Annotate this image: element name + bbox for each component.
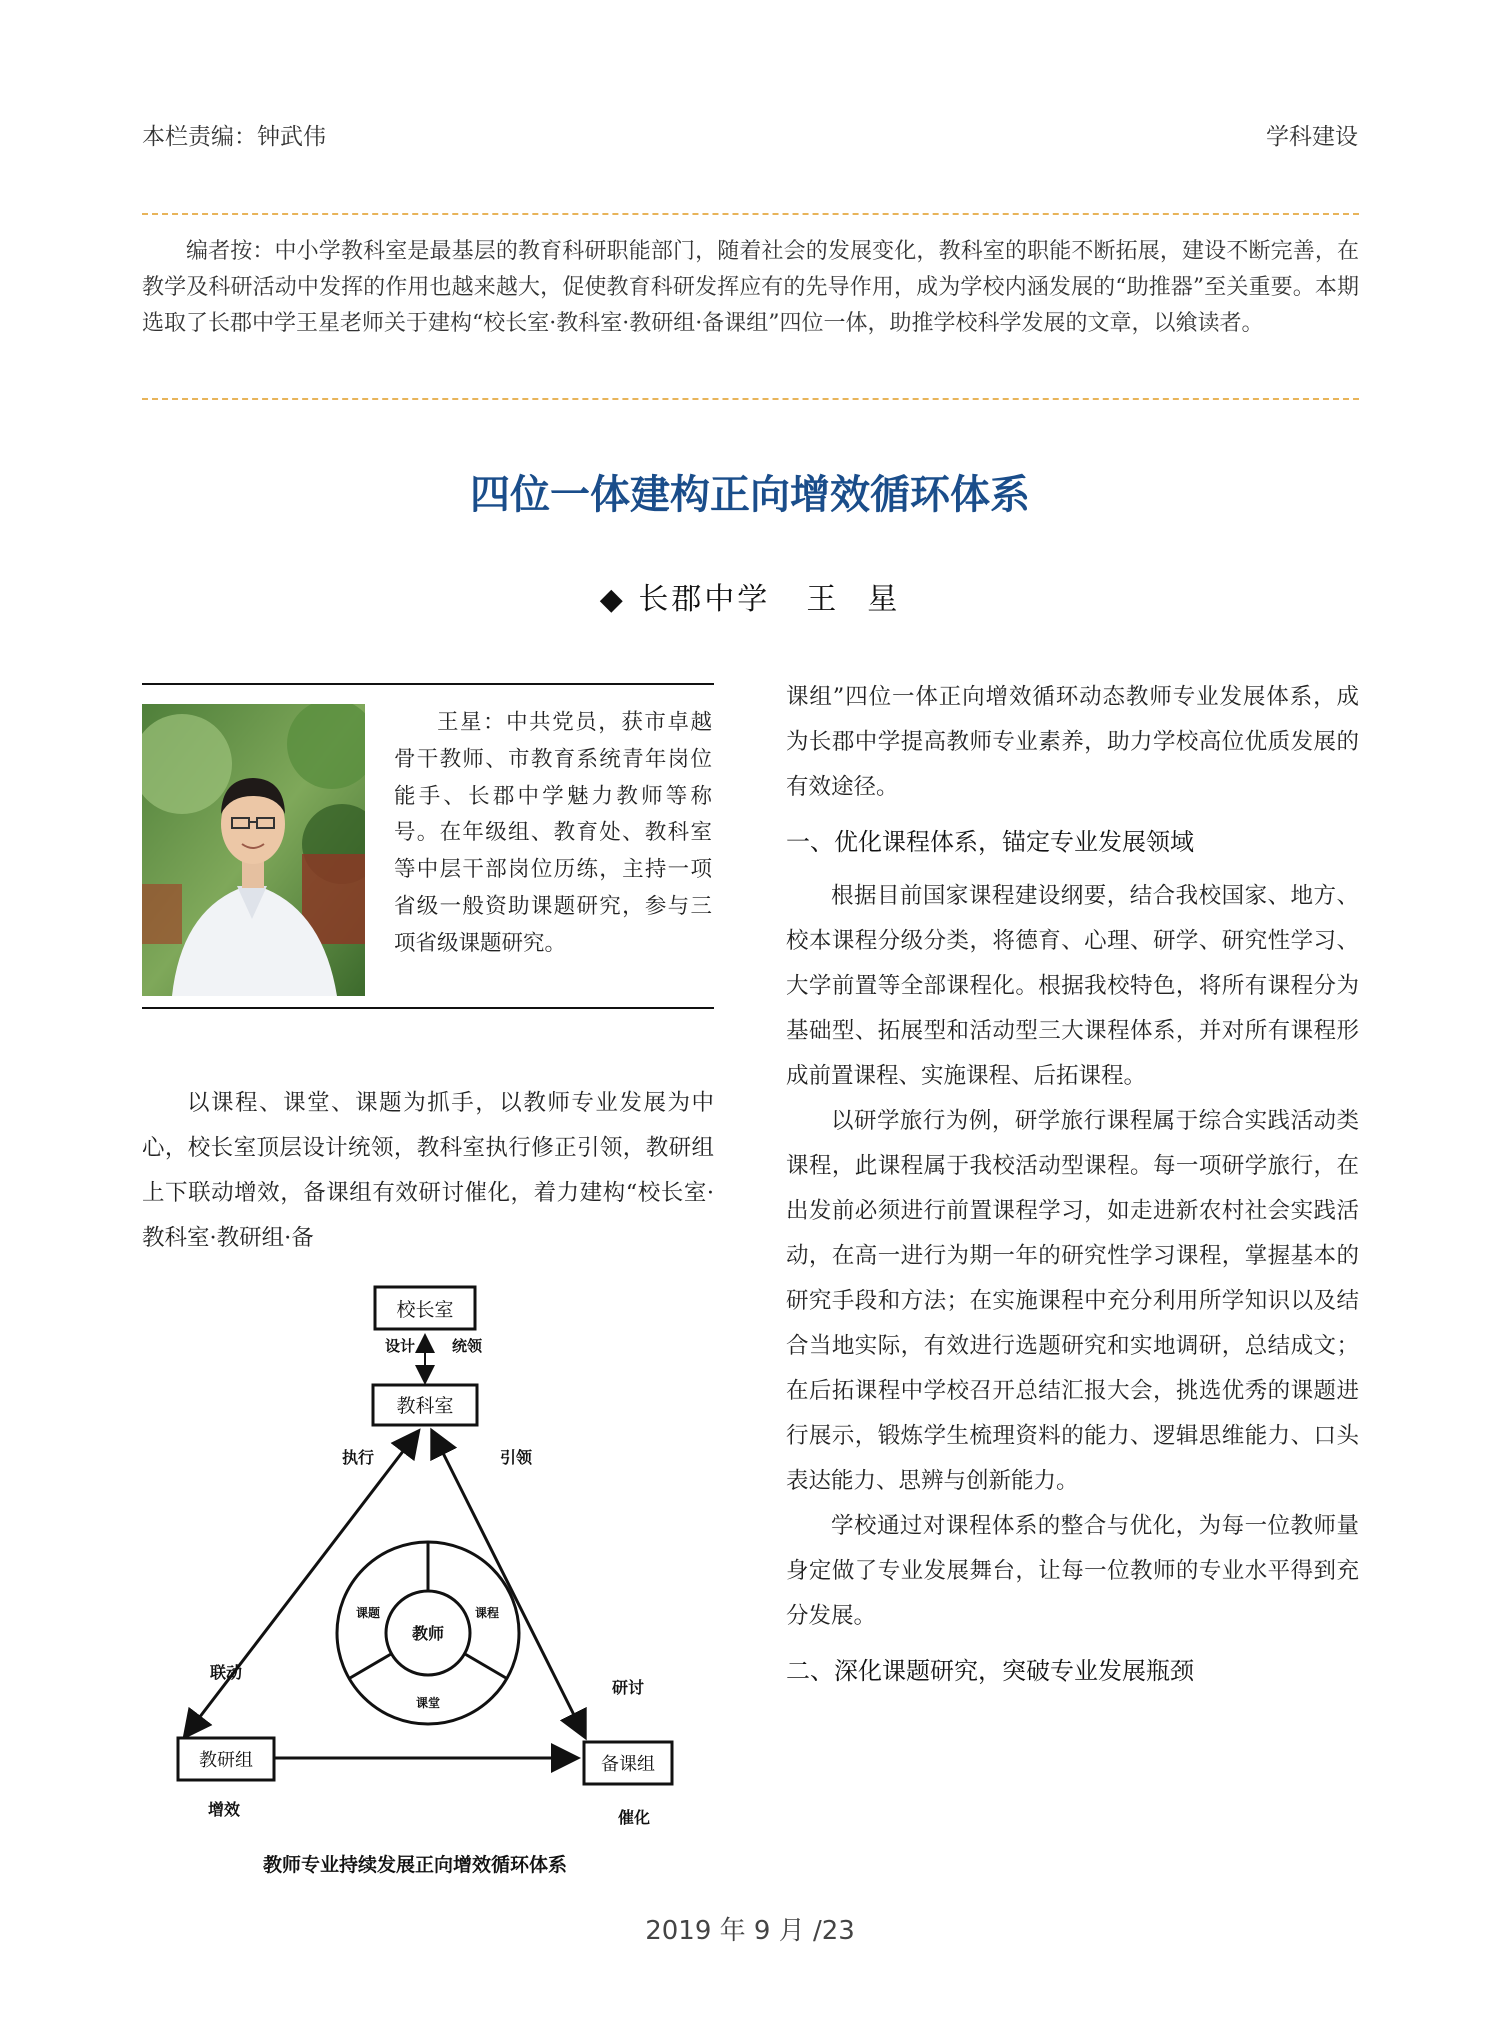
left-column-text: 以课程、课堂、课题为抓手，以教师专业发展为中心，校长室顶层设计统领，教科室执行修正引领，教研组上下联动增效，备课组有效研讨催化，着力建构“校长室·教科室·教研组·备: [142, 1090, 714, 1251]
byline-name-2: 星: [867, 582, 901, 617]
page-footer: 2019 年 9 月 /23: [645, 1916, 855, 1946]
label-zhixing: 执行: [342, 1448, 375, 1467]
label-tongling: 统领: [452, 1337, 483, 1355]
ring-ketiti-label: 课题: [355, 1606, 381, 1620]
teaching-research-group-label: 教研组: [199, 1750, 253, 1771]
author-bio-text: 王星：中共党员，获市卓越骨干教师、市教育系统青年岗位能手、长郡中学魅力教师等称号。在年级组、教育处、教科室等中层干部岗位历练，主持一项省级一般资助课题研究，参与三项省级课题研究。: [394, 710, 712, 956]
article-byline: [0, 574, 1500, 618]
section-1-paragraph-1: 根据目前国家课程建设纲要，结合我校国家、地方、校本课程分级分类，将德育、心理、研学、研究性学习、大学前置等全部课程化。根据我校特色，将所有课程分为基础型、拓展型和活动型三大课程体系，并对所有课程形成前置课程、实施课程、后拓课程。: [786, 883, 1359, 1089]
label-zengxiao: 增效: [208, 1800, 241, 1819]
label-liandong: 联动: [210, 1663, 243, 1682]
header-section-name: 学科建设: [1266, 124, 1358, 150]
ring-kecheng-label: 课程: [474, 1606, 500, 1620]
diamond-icon: ◆: [599, 582, 626, 617]
byline-name-1: 王: [806, 582, 840, 617]
label-yantao: 研讨: [612, 1678, 645, 1697]
author-photo: [142, 704, 365, 996]
principal-office-label: 校长室: [396, 1299, 454, 1321]
ring-ketang-label: 课堂: [415, 1696, 441, 1710]
label-cuihua: 催化: [618, 1808, 651, 1827]
section-1-paragraph-2: 以研学旅行为例，研学旅行课程属于综合实践活动类课程，此课程属于我校活动型课程。每一项研学旅行，在出发前必须进行前置课程学习，如走进新农村社会实践活动，在高一进行为期一年的研究性学习课程，掌握基本的研究手段和方法；在实施课程中充分利用所学知识以及结合当地实际，有效进行选题研究和实地调研，总结成文；在后拓课程中学校召开总结汇报大会，挑选优秀的课题进行展示，锻炼学生梳理资料的能力、逻辑思维能力、口头表达能力、思辨与创新能力。: [786, 1108, 1359, 1494]
right-column: [786, 675, 1359, 1685]
article-title: 四位一体建构正向增效循环体系: [470, 471, 1030, 518]
center-teacher-label: 教师: [411, 1624, 445, 1643]
research-office-label: 教科室: [396, 1395, 454, 1417]
lesson-prep-group-label: 备课组: [601, 1754, 655, 1775]
editor-note-top-rule: [142, 213, 1359, 215]
cycle-system-diagram: [170, 1283, 690, 1883]
editor-note-bottom-rule: [142, 398, 1359, 400]
section-2-heading: 二、深化课题研究，突破专业发展瓶颈: [786, 1657, 1194, 1685]
author-bio-box: [142, 683, 714, 1009]
section-1-paragraph-3: 学校通过对课程体系的整合与优化，为每一位教师量身定做了专业发展舞台，让每一位教师的专业水平得到充分发展。: [786, 1513, 1359, 1629]
label-yinling: 引领: [500, 1448, 533, 1467]
label-sheji: 设计: [385, 1337, 416, 1355]
diagram-caption: 教师专业持续发展正向增效循环体系: [262, 1854, 568, 1876]
editor-note: 编者按：中小学教科室是最基层的教育科研职能部门，随着社会的发展变化，教科室的职能不断拓展，建设不断完善，在教学及科研活动中发挥的作用也越来越大，促使教育科研发挥应有的先导作用，成为学校内涵发展的“助推器”至关重要。本期选取了长郡中学王星老师关于建构“校长室·教科室·教研组·备课组”四位一体，助推学校科学发展的文章，以飨读者。: [142, 239, 1359, 336]
right-intro-text: 课组”四位一体正向增效循环动态教师专业发展体系，成为长郡中学提高教师专业素养，助力学校高位优质发展的有效途径。: [786, 684, 1359, 800]
header-column-editor: 本栏责编：钟武伟: [142, 124, 326, 150]
section-1-heading: 一、优化课程体系，锚定专业发展领域: [786, 828, 1194, 856]
byline-school: 长郡中学: [638, 582, 771, 617]
